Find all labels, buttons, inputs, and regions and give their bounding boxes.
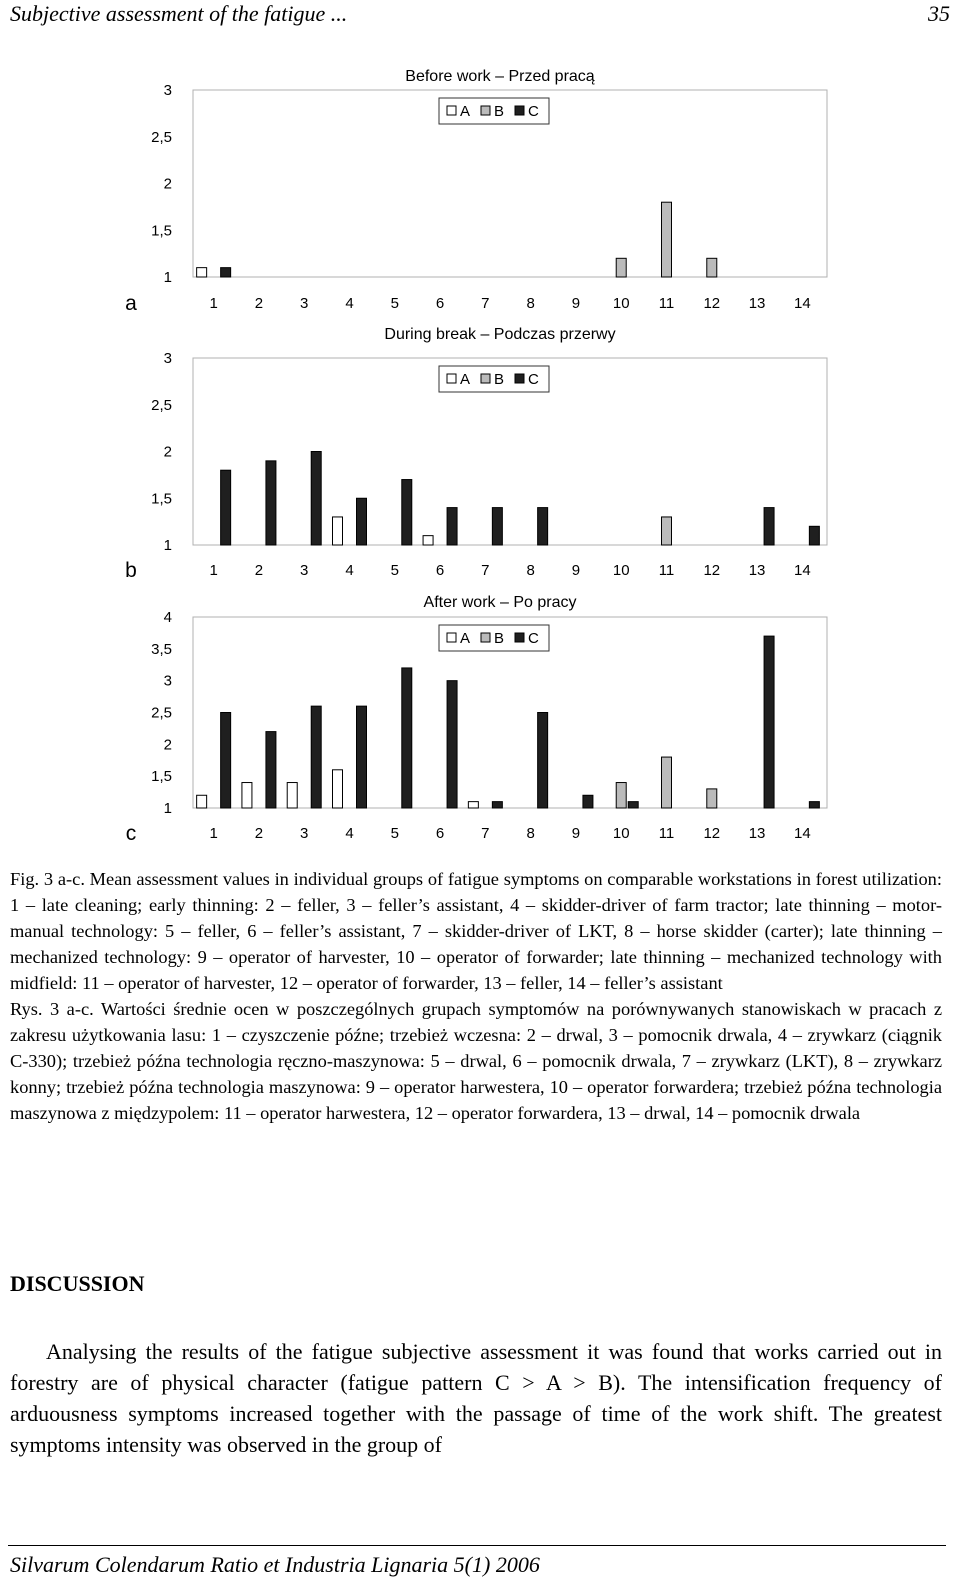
bar-c-5 [402,668,412,808]
y-tick-label: 2,5 [151,396,172,414]
legend-swatch-a [447,106,456,115]
bar-c-4 [357,498,367,545]
legend-label-a: A [460,630,471,647]
bar-a-6 [423,536,433,545]
bar-a-1 [197,795,207,808]
x-tick-label: 13 [748,562,766,579]
bar-c-13 [764,636,774,808]
legend-label-c: C [528,630,539,647]
bar-a-2 [242,783,252,808]
y-tick-label: 1 [163,269,172,286]
x-tick-label: 2 [254,295,264,312]
x-tick-label: 14 [794,825,811,842]
bar-a-4 [333,517,343,545]
x-tick-label: 2 [254,562,264,579]
x-tick-label: 4 [345,825,354,842]
body-paragraph: Analysing the results of the fatigue subjective assessment it was found that works carried out in forestry are of physical character (fatigue pattern C > A > B). The intensification frequency of arduousness symptoms increased together with the passage of time of the work shift. The greatest symptoms intensity was observed in the group of [10,1339,942,1457]
bar-c-8 [538,713,548,809]
bar-b-12 [707,789,717,808]
bar-a-7 [468,802,478,808]
x-tick-label: 1 [209,825,218,842]
x-tick-label: 14 [794,562,811,579]
bar-c-13 [764,508,774,545]
bar-c-6 [447,681,457,808]
y-tick-label: 3 [163,350,172,367]
x-tick-label: 3 [300,295,309,312]
x-tick-label: 2 [254,825,264,842]
chart-title: During break – Podczas przerwy [384,326,616,343]
bar-c-8 [538,508,548,545]
legend-label-c: C [528,103,539,120]
legend-swatch-a [447,374,456,383]
legend-label-a: A [460,371,471,388]
bar-a-3 [287,783,297,808]
bar-c-9 [583,795,593,808]
x-tick-label: 5 [390,825,399,842]
bar-c-14 [809,526,819,545]
y-tick-label: 3 [163,672,172,690]
x-tick-label: 6 [435,295,445,312]
footer-rule [8,1545,946,1546]
x-tick-label: 10 [612,562,630,579]
bar-c-5 [402,480,412,545]
x-tick-label: 5 [390,295,399,312]
x-tick-label: 8 [526,295,535,312]
bar-c-3 [311,706,321,808]
bar-b-11 [662,757,672,808]
legend-label-b: B [494,630,505,647]
x-tick-label: 10 [612,825,630,842]
y-tick-label: 1,5 [151,490,172,508]
x-tick-label: 4 [345,295,354,312]
legend-label-b: B [494,371,505,388]
x-tick-label: 13 [748,825,766,842]
y-tick-label: 2 [163,443,172,461]
bar-c-10 [628,802,638,808]
bar-c-7 [492,802,502,808]
panel-label: a [125,292,137,315]
x-tick-label: 7 [481,295,490,312]
x-tick-label: 4 [345,562,354,579]
y-tick-label: 2,5 [151,128,172,146]
panel-label: c [125,822,137,845]
legend-swatch-b [481,374,490,383]
y-tick-label: 2 [163,736,172,754]
legend-swatch-c [515,106,524,115]
x-tick-label: 11 [658,295,675,312]
y-tick-label: 2,5 [151,704,172,722]
legend-swatch-b [481,633,490,642]
x-tick-label: 7 [481,825,490,842]
legend-label-a: A [460,103,471,120]
bar-c-7 [492,508,502,545]
journal-footer: Silvarum Colendarum Ratio et Industria Lignaria 5(1) 2006 [10,1552,540,1577]
x-tick-label: 7 [481,562,490,579]
x-tick-label: 3 [300,562,309,579]
bar-a-4 [333,770,343,808]
bar-b-11 [662,202,672,277]
running-header [10,0,950,32]
x-tick-label: 11 [658,562,675,579]
panel-label: b [125,559,137,582]
x-tick-label: 6 [435,825,445,842]
bar-c-2 [266,461,276,545]
page-number: 35 [928,1,950,26]
bar-c-1 [221,470,231,545]
y-tick-label: 4 [163,609,172,626]
x-tick-label: 1 [209,562,218,579]
x-tick-label: 12 [703,825,721,842]
caption-english: Fig. 3 a-c. Mean assessment values in individual groups of fatigue symptoms on comparable workstations in forest utilization: 1 – late cleaning; early thinning: 2 – feller, 3 – feller’s assistant, 4 – skidder-driver of farm tractor; late thinning – motor-manual technology: 5 – feller, 6 – feller’s assistant, 7 – skidder-driver of LKT, 8 – horse skidder (carter); late thinning – mechanized technology: 9 – operator of harvester, 10 – operator of forwarder; late thinning – mechanized technology with midfield: 11 – operator of harvester, 12 – operator of forwarder, 13 – feller, 14 – feller’s assistant [10,869,942,993]
x-tick-label: 9 [571,825,581,842]
figure-3-charts [0,40,960,855]
figure-caption [10,866,942,1126]
x-tick-label: 9 [571,295,581,312]
legend-label-c: C [528,371,539,388]
y-tick-label: 1,5 [151,768,172,786]
x-tick-label: 12 [703,295,721,312]
legend-swatch-a [447,633,456,642]
chart-title: Before work – Przed pracą [405,68,595,85]
bar-c-4 [357,706,367,808]
bar-a-1 [197,268,207,277]
y-tick-label: 1 [163,537,172,554]
bar-b-10 [616,258,626,277]
caption-polish: Rys. 3 a-c. Wartości średnie ocen w poszczególnych grupach symptomów na porównywanych stanowiskach w pracach z zakresu użytkowania lasu: 1 – czyszczenie późne; trzebież wczesna: 2 – drwal, 3 – pomocnik drwala, 4 – zrywkarz (ciągnik C-330); trzebież późna technologia ręczno-maszynowa: 5 – drwal, 6 – pomocnik drwala, 7 – zrywkarz (LKT), 8 – zrywkarz konny; trzebież późna technologia maszynowa: 9 – operator harwestera, 10 – operator forwardera; trzebież późna technologia maszynowa z międzypolem: 11 – operator harwestera, 12 – operator forwardera, 13 – drwal, 14 – pomocnik drwala [10,999,942,1123]
y-tick-label: 2 [163,175,172,193]
legend-label-b: B [494,103,505,120]
x-tick-label: 1 [209,295,218,312]
x-tick-label: 5 [390,562,399,579]
y-tick-label: 1,5 [151,222,172,240]
running-title: Subjective assessment of the fatigue ... [10,1,348,26]
y-tick-label: 3 [163,82,172,99]
x-tick-label: 8 [526,825,535,842]
x-tick-label: 6 [435,562,445,579]
chart-title: After work – Po pracy [423,594,577,611]
bar-c-1 [221,268,231,277]
x-tick-label: 10 [612,295,630,312]
x-tick-label: 12 [703,562,721,579]
x-tick-label: 13 [748,295,766,312]
x-tick-label: 14 [794,295,811,312]
bar-c-1 [221,713,231,809]
bar-c-3 [311,452,321,546]
bar-b-10 [616,783,626,808]
bar-c-14 [809,802,819,808]
x-tick-label: 8 [526,562,535,579]
x-tick-label: 11 [658,825,675,842]
bar-c-6 [447,508,457,545]
bar-b-11 [662,517,672,545]
legend-swatch-b [481,106,490,115]
y-tick-label: 3,5 [151,640,172,658]
y-tick-label: 1 [163,800,172,817]
x-tick-label: 9 [571,562,581,579]
section-heading: DISCUSSION [10,1271,145,1296]
bar-b-12 [707,258,717,277]
legend-swatch-c [515,374,524,383]
x-tick-label: 3 [300,825,309,842]
legend-swatch-c [515,633,524,642]
bar-c-2 [266,732,276,808]
